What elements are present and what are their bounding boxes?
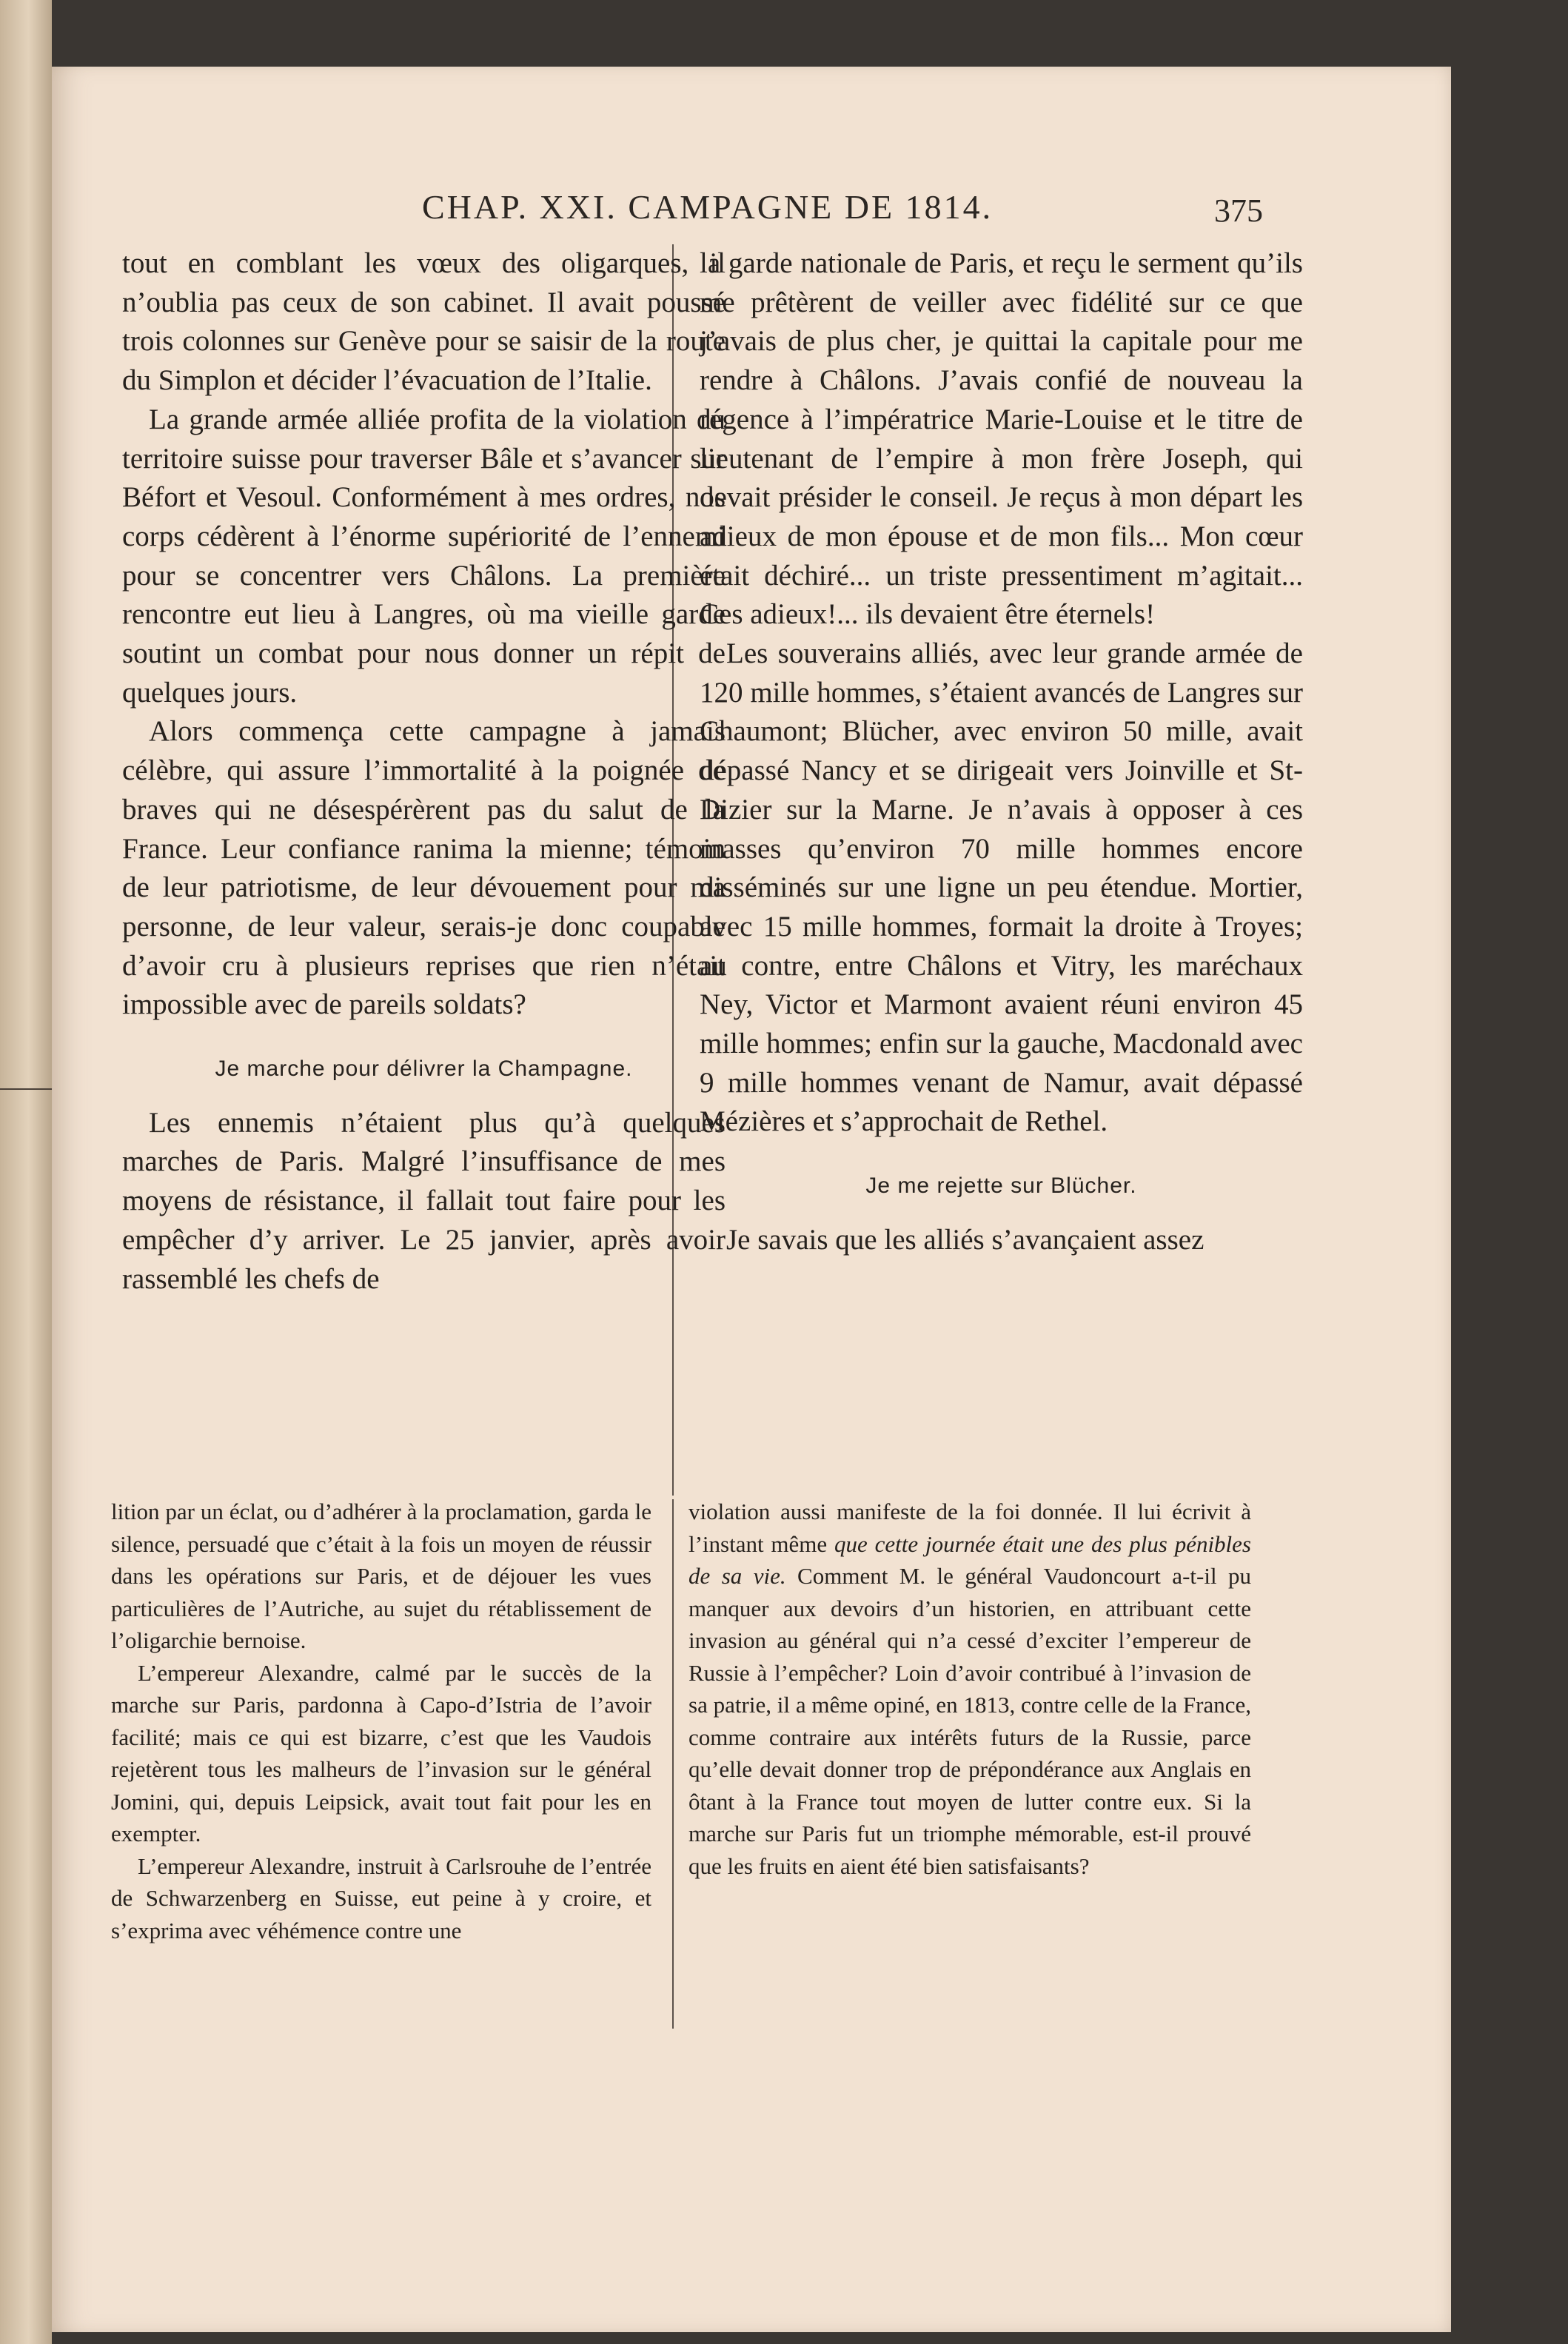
- right-footnote-column: [688, 1496, 1251, 1882]
- running-head: CHAP. XXI. CAMPAGNE DE 1814.: [422, 188, 994, 226]
- footnote-paragraph: L’empereur Alexandre, instruit à Carlsrouhe de l’entrée de Schwarzenberg en Suisse, eut peine à y croire, et s’exprima avec véhémence contre une: [111, 1852, 651, 1943]
- footnote-text: Comment M. le général Vaudoncourt a-t-il pu manquer aux devoirs d’un historien, en attribuant cette invasion au général qui n’a cessé d’exciter l’empereur de Russie à l’empêcher? Loin d’avoir contribué à l’invasion de sa patrie, il a même opiné, en 1813, contre celle de la France, comme contraire aux intérêts futurs de la Russie, parce qu’elle devait donner trop de prépondérance aux Anglais en ôtant à la France tout moyen de lutter contre eux. Si la marche sur Paris fut un triomphe mémorable, est-il prouvé que les fruits en aient été bien satisfaisants?: [688, 1563, 1251, 1879]
- paragraph: la garde nationale de Paris, et reçu le serment qu’ils me prêtèrent de veiller avec fidélité sur ce que j’avais de plus cher, je quittai la capitale pour me rendre à Châlons. J’avais confié de nouveau la régence à l’impératrice Marie-Louise et le titre de lieutenant de l’empire à mon frère Joseph, qui devait présider le conseil. Je reçus à mon départ les adieux de mon épouse et de mon fils... Mon cœur était déchiré... un triste pressentiment m’agitait... Ces adieux!... ils devaient être éternels!: [700, 247, 1303, 631]
- paragraph: Les souverains alliés, avec leur grande armée de 120 mille hommes, s’étaient avancés de Langres sur Chaumont; Blücher, avec environ 50 mille, avait dépassé Nancy et se dirigeait vers Joinville et St-Dizier sur la Marne. Je n’avais à opposer à ces masses qu’environ 70 mille hommes encore disséminés sur une ligne un peu étendue. Mortier, avec 15 mille hommes, formait la droite à Troyes; au contre, entre Châlons et Vitry, les maréchaux Ney, Victor et Marmont avaient réuni environ 45 mille hommes; enfin sur la gauche, Macdonald avec 9 mille hommes venant de Namur, avait dépassé Mézières et s’approchait de Rethel.: [700, 637, 1303, 1138]
- left-main-column: [122, 244, 726, 1299]
- footnote-text: violation aussi manifeste de la foi donnée. Il lui écrivit à l’instant même: [688, 1499, 1251, 1557]
- section-subhead: Je marche pour délivrer la Champagne.: [215, 1057, 633, 1082]
- footnote-paragraph: lition par un éclat, ou d’adhérer à la proclamation, garda le silence, persuadé que c’était à la fois un moyen de réussir dans les opérations sur Paris, et de déjouer les vues particulières de l’Autriche, au sujet du rétablissement de l’oligarchie bernoise.: [111, 1499, 651, 1653]
- left-footnote-column: [111, 1496, 651, 1946]
- section-subhead: Je me rejette sur Blücher.: [865, 1173, 1137, 1199]
- footnote-paragraph: [688, 1496, 1251, 1882]
- book-page: [52, 67, 1451, 2332]
- paragraph: Je savais que les alliés s’avançaient assez: [726, 1223, 1205, 1256]
- footnote-paragraph: L’empereur Alexandre, calmé par le succès de la marche sur Paris, pardonna à Capo-d’Istria de l’avoir facilité; mais ce qui est bizarre, c’est que les Vaudois rejetèrent tous les malheurs de l’invasion sur le général Jomini, qui, depuis Leipsick, avait tout fait pour les en exempter.: [111, 1659, 651, 1846]
- paragraph: La grande armée alliée profita de la violation du territoire suisse pour traverser Bâle et s’avancer sur Béfort et Vesoul. Conformément à mes ordres, nos corps cédèrent à l’énorme supériorité de l’ennemi pour se concentrer vers Châlons. La première rencontre eut lieu à Langres, où ma vieille garde soutint un combat pour nous donner un répit de quelques jours.: [122, 403, 726, 709]
- paragraph: Les ennemis n’étaient plus qu’à quelques marches de Paris. Malgré l’insuffisance de mes moyens de résistance, il fallait tout faire pour les empêcher d’y arriver. Le 25 janvier, après avoir rassemblé les chefs de: [122, 1106, 726, 1295]
- page-number: 375: [1214, 192, 1263, 229]
- right-main-column: [700, 244, 1303, 1260]
- paragraph: Alors commença cette campagne à jamais célèbre, qui assure l’immortalité à la poignée de braves qui ne désespérèrent pas du salut de la France. Leur confiance ranima la mienne; témoin de leur patriotisme, de leur dévouement pour ma personne, de leur valeur, serais-je donc coupable d’avoir cru à plusieurs reprises que rien n’était impossible avec de pareils soldats?: [122, 715, 726, 1021]
- column-rule-notes: [672, 1499, 674, 2029]
- page-header: [52, 187, 1451, 239]
- footnote-quote: que cette journée était une des plus pénibles de sa vie.: [688, 1530, 1251, 1589]
- paragraph: tout en comblant les vœux des oligarques, il n’oublia pas ceux de son cabinet. Il avait poussé trois colonnes sur Genève pour se saisir de la route du Simplon et décider l’évacuation de l’Italie.: [122, 247, 726, 397]
- book-spine: [0, 0, 52, 2344]
